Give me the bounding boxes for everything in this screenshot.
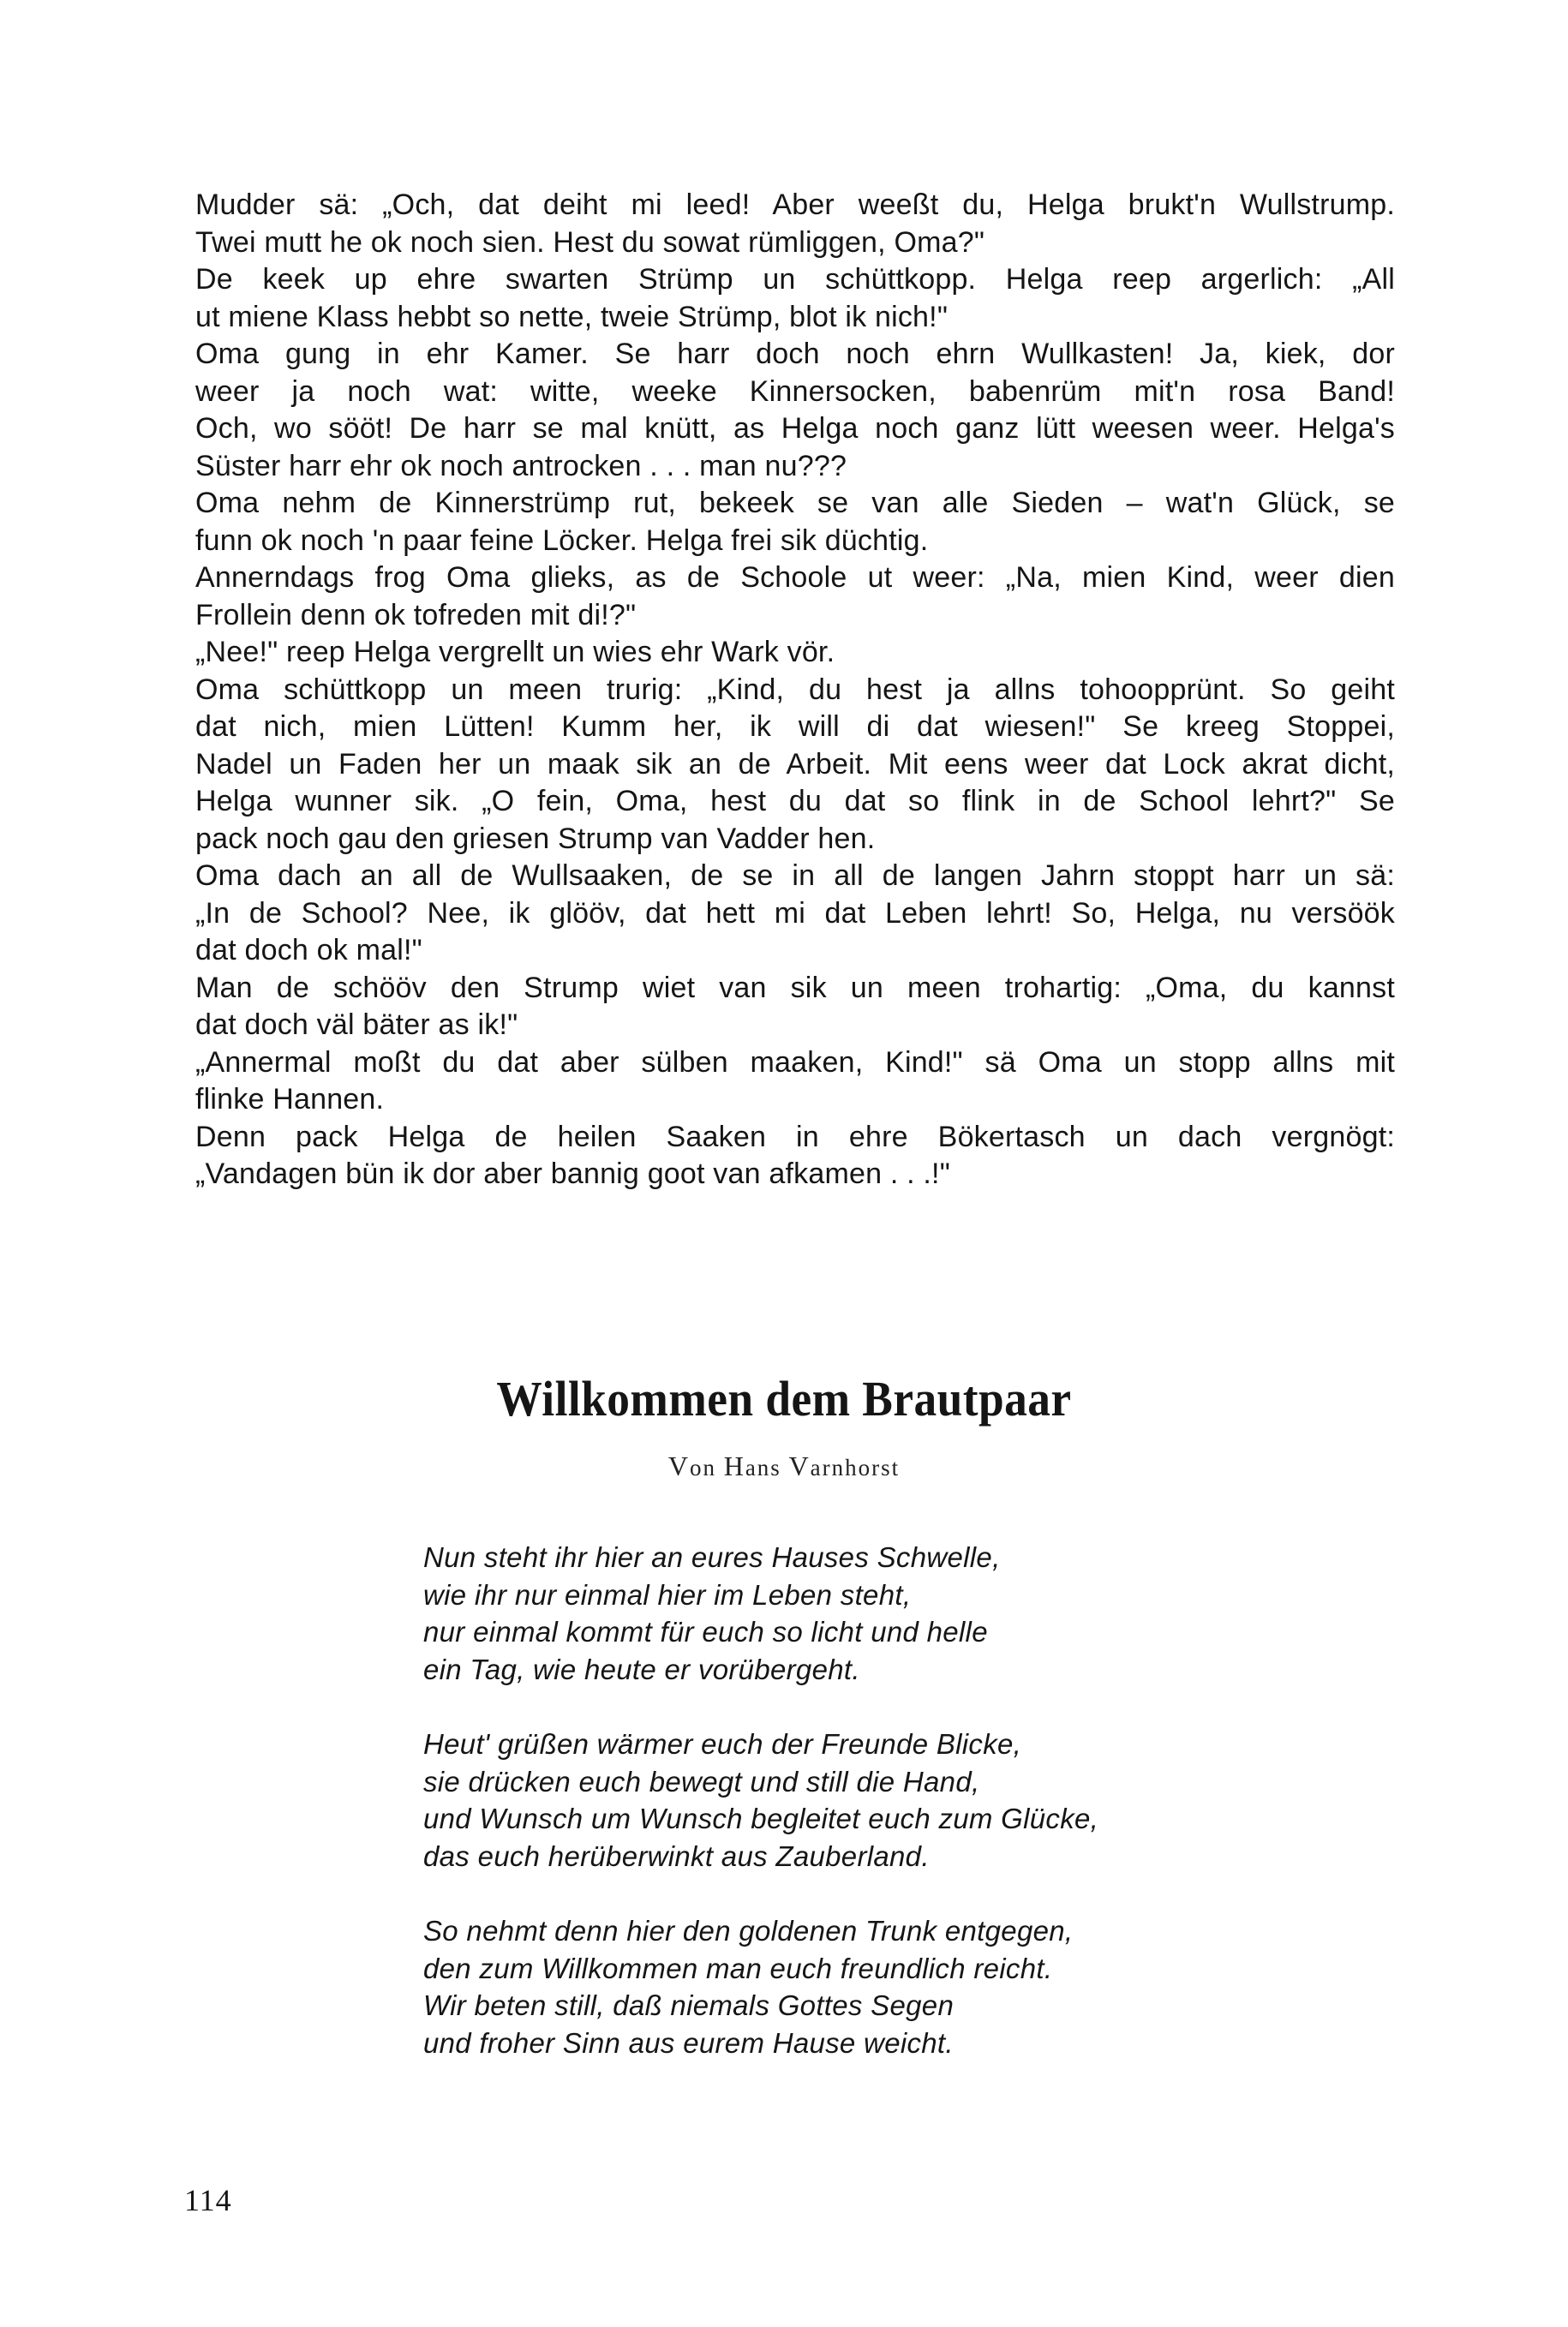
author-initial: V — [788, 1451, 811, 1481]
story-line: De keek up ehre swarten Strümp un schüttkopp. Helga reep argerlich: „All — [195, 263, 1395, 296]
story-line: Annerndags frog Oma glieks, as de Schoole ut weer: „Na, mien Kind, weer dien — [195, 561, 1395, 594]
story-line: „Vandagen bün ik dor aber bannig goot van afkamen . . .!" — [195, 1158, 950, 1190]
author-small-caps: ans — [745, 1455, 781, 1481]
story-line: weer ja noch wat: witte, weeke Kinnersocken, babenrüm mit'n rosa Band! — [195, 374, 1395, 408]
poem-stanza — [423, 1912, 1280, 2061]
story-line: „In de School? Nee, ik glööv, dat hett mi dat Leben lehrt! So, Helga, nu versöök — [195, 896, 1395, 930]
poem-text — [423, 1539, 1280, 2099]
author-small-caps: on — [689, 1455, 716, 1481]
story-line: Helga wunner sik. „O fein, Oma, hest du dat so flink in de School lehrt?" Se — [195, 785, 1395, 817]
poem-stanza — [423, 1726, 1280, 1875]
story-line: Oma schüttkopp un meen trurig: „Kind, du hest ja allns tohoopprünt. So geiht — [195, 673, 1395, 706]
story-line: Frollein denn ok tofreden mit di!?" — [195, 598, 637, 631]
poem-line: das euch herüberwinkt aus Zauberland. — [423, 1839, 930, 1872]
poem-line: den zum Willkommen man euch freundlich reicht. — [423, 1952, 1053, 1984]
author-initial: H — [723, 1451, 745, 1481]
story-text — [195, 187, 1395, 1193]
story-line: Man de schööv den Strump wiet van sik un meen trohartig: „Oma, du kannst — [195, 971, 1395, 1004]
poem-line: nur einmal kommt für euch so licht und helle — [423, 1616, 988, 1648]
poem-author — [0, 1451, 1568, 1482]
story-line: Mudder sä: „Och, dat deiht mi leed! Aber weeßt du, Helga brukt'n Wullstrump. — [195, 188, 1395, 221]
story-line: flinke Hannen. — [195, 1083, 385, 1116]
poem-line: und Wunsch um Wunsch begleitet euch zum Glücke, — [423, 1803, 1099, 1834]
story-line: ut miene Klass hebbt so nette, tweie Strümp, blot ik nich!" — [195, 300, 949, 333]
story-line: dat doch väl bäter as ik!" — [195, 1008, 518, 1041]
story-line: Twei mutt he ok noch sien. Hest du sowat rümliggen, Oma?" — [195, 225, 985, 259]
story-line: Oma gung in ehr Kamer. Se harr doch noch ehrn Wullkasten! Ja, kiek, dor — [195, 338, 1395, 370]
page-number: 114 — [184, 2183, 232, 2217]
poem-line: Wir beten still, daß niemals Gottes Segen — [423, 1989, 955, 2021]
story-line: Süster harr ehr ok noch antrocken . . . man nu??? — [195, 449, 847, 482]
story-line: pack noch gau den griesen Strump van Vadder hen. — [195, 822, 876, 855]
story-line: dat doch ok mal!" — [195, 934, 422, 966]
story-line: Denn pack Helga de heilen Saaken in ehre Bökertasch un dach vergnögt: — [195, 1120, 1395, 1153]
poem-line: wie ihr nur einmal hier im Leben steht, — [423, 1578, 912, 1611]
author-initial: V — [667, 1451, 690, 1481]
story-line: Nadel un Faden her un maak sik an de Arbeit. Mit eens weer dat Lock akrat dicht, — [195, 747, 1395, 781]
story-line: „Annermal moßt du dat aber sülben maaken, Kind!" sä Oma un stopp allns mit — [195, 1045, 1395, 1079]
poem-title: Willkommen dem Brautpaar — [496, 1371, 1072, 1427]
story-line: funn ok noch 'n paar feine Löcker. Helga frei sik düchtig. — [195, 523, 929, 557]
story-line: dat nich, mien Lütten! Kumm her, ik will di dat wiesen!" Se kreeg Stoppei, — [195, 710, 1395, 743]
poem-line: Nun steht ihr hier an eures Hauses Schwelle, — [423, 1541, 1001, 1573]
author-small-caps: arnhorst — [810, 1455, 901, 1481]
story-line: Oma dach an all de Wullsaaken, de se in all de langen Jahrn stoppt harr un sä: — [195, 859, 1395, 892]
poem-stanza — [423, 1539, 1280, 1688]
story-line: „Nee!" reep Helga vergrellt un wies ehr Wark vör. — [195, 636, 835, 668]
poem-line: und froher Sinn aus eurem Hause weicht. — [423, 2026, 954, 2059]
poem-line: sie drücken euch bewegt und still die Hand, — [423, 1765, 980, 1798]
poem-line: ein Tag, wie heute er vorübergeht. — [423, 1653, 860, 1685]
story-line: Oma nehm de Kinnerstrümp rut, bekeek se van alle Sieden – wat'n Glück, se — [195, 487, 1395, 519]
poem-line: So nehmt denn hier den goldenen Trunk entgegen, — [423, 1915, 1074, 1947]
poem-line: Heut' grüßen wärmer euch der Freunde Blicke, — [423, 1728, 1022, 1760]
story-line: Och, wo sööt! De harr se mal knütt, as Helga noch ganz lütt weesen weer. Helga's — [195, 412, 1395, 445]
